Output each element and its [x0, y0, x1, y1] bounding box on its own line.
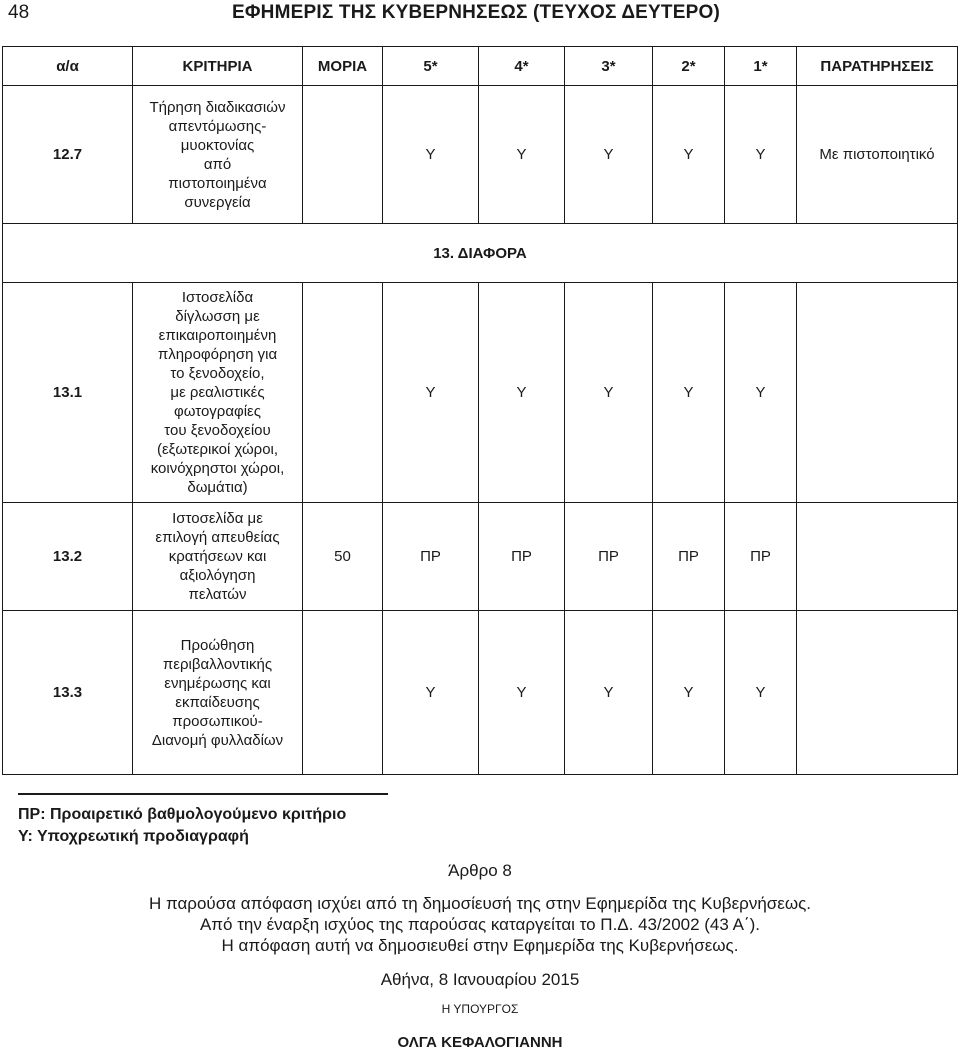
criterion-line: Διανομή φυλλαδίων — [151, 731, 284, 749]
column-header: 5* — [383, 47, 479, 86]
star5-cell: Υ — [383, 611, 479, 775]
section-row — [3, 224, 958, 283]
star5-cell: ΠΡ — [383, 503, 479, 611]
note-mandatory: Υ: Υποχρεωτική προδιαγραφή — [18, 828, 249, 845]
criterion-line: φωτογραφίες — [174, 403, 261, 420]
article-line: Η απόφαση αυτή να δημοσιευθεί στην Εφημερίδα της Κυβερνήσεως. — [221, 936, 739, 955]
criterion-line: αξιολόγηση — [179, 567, 256, 584]
column-header: 3* — [565, 47, 653, 86]
star2-cell: Υ — [653, 611, 725, 775]
criterion-line: κρατήσεων και — [168, 548, 267, 565]
column-header: 2* — [653, 47, 725, 86]
column-header: 1* — [725, 47, 797, 86]
criterion-line: συνεργεία — [184, 193, 251, 211]
criterion-line: ενημέρωσης και — [164, 674, 271, 692]
star3-cell: ΠΡ — [565, 503, 653, 611]
criterion-line: μυοκτονίας — [180, 136, 255, 154]
signature-block — [0, 970, 960, 1051]
signatory-name: ΟΛΓΑ ΚΕΦΑΛΟΓΙΑΝΝΗ — [397, 1034, 563, 1051]
star1-cell: ΠΡ — [725, 503, 797, 611]
article-line: Η παρούσα απόφαση ισχύει από τη δημοσίευσή της στην Εφημερίδα της Κυβερνήσεως. — [148, 894, 812, 913]
criterion-line: πελατών — [188, 586, 247, 603]
column-header: 4* — [479, 47, 565, 86]
column-header: α/α — [3, 47, 133, 86]
star1-cell: Υ — [725, 283, 797, 503]
gazette-title: ΕΦΗΜΕΡΙΣ ΤΗΣ ΚΥΒΕΡΝΗΣΕΩΣ (ΤΕΥΧΟΣ ΔΕΥΤΕΡΟ) — [232, 2, 720, 23]
remarks-cell — [797, 611, 958, 775]
table-header-row — [3, 47, 958, 86]
criterion-cell — [133, 503, 303, 611]
page-header — [0, 0, 960, 30]
criterion-line: από — [203, 155, 232, 173]
star2-cell: Υ — [653, 86, 725, 224]
remarks-cell: Με πιστοποιητικό — [797, 86, 958, 224]
star4-cell: Υ — [479, 611, 565, 775]
table-row — [3, 283, 958, 503]
star3-cell: Υ — [565, 86, 653, 224]
criterion-cell — [133, 86, 303, 224]
star1-cell: Υ — [725, 86, 797, 224]
article-line: Από την έναρξη ισχύος της παρούσας καταργείται το Π.Δ. 43/2002 (43 Α΄). — [199, 915, 761, 934]
star2-cell: ΠΡ — [653, 503, 725, 611]
star4-cell: Υ — [479, 86, 565, 224]
article-block — [0, 860, 960, 956]
criterion-cell — [133, 611, 303, 775]
criterion-line: εκπαίδευσης — [175, 693, 260, 711]
star4-cell: ΠΡ — [479, 503, 565, 611]
criterion-line: Τήρηση διαδικασιών — [149, 98, 286, 116]
star5-cell: Υ — [383, 283, 479, 503]
column-header: ΜΟΡΙΑ — [303, 47, 383, 86]
star3-cell: Υ — [565, 611, 653, 775]
star5-cell: Υ — [383, 86, 479, 224]
page-number: 48 — [8, 2, 30, 23]
criterion-line: Ιστοσελίδα — [181, 289, 254, 306]
criterion-line: περιβαλλοντικής — [162, 655, 273, 673]
row-number: 13.3 — [3, 611, 133, 775]
legend-notes — [18, 793, 388, 848]
article-title: Άρθρο 8 — [448, 861, 512, 880]
star2-cell: Υ — [653, 283, 725, 503]
points-cell: 50 — [303, 503, 383, 611]
star3-cell: Υ — [565, 283, 653, 503]
section-title: 13. ΔΙΑΦΟΡΑ — [3, 224, 958, 283]
criterion-line: Ιστοσελίδα με — [172, 510, 263, 527]
criterion-line: με ρεαλιστικές — [170, 384, 265, 401]
criterion-line: (εξωτερικοί χώροι, — [156, 441, 279, 458]
criterion-line: απεντόμωσης- — [168, 117, 267, 135]
criterion-cell — [133, 283, 303, 503]
points-cell — [303, 86, 383, 224]
criterion-line: προσωπικού- — [172, 712, 263, 730]
criterion-line: επικαιροποιημένη — [158, 327, 277, 344]
criterion-line: κοινόχρηστοι χώροι, — [150, 460, 285, 477]
table-row — [3, 86, 958, 224]
criterion-line: δίγλωσση με — [175, 308, 260, 325]
signatory-role: Η ΥΠΟΥΡΓΟΣ — [441, 1002, 519, 1016]
remarks-cell — [797, 503, 958, 611]
points-cell — [303, 611, 383, 775]
criterion-line: Προώθηση — [180, 636, 255, 654]
star4-cell: Υ — [479, 283, 565, 503]
criterion-line: το ξενοδοχείο, — [170, 365, 265, 382]
column-header: ΚΡΙΤΗΡΙΑ — [133, 47, 303, 86]
criterion-line: πληροφόρηση για — [157, 346, 278, 363]
column-header: ΠΑΡΑΤΗΡΗΣΕΙΣ — [797, 47, 958, 86]
criterion-line: επιλογή απευθείας — [155, 529, 280, 546]
points-cell — [303, 283, 383, 503]
row-number: 13.1 — [3, 283, 133, 503]
note-optional: ΠΡ: Προαιρετικό βαθμολογούμενο κριτήριο — [18, 806, 347, 823]
place-date: Αθήνα, 8 Ιανουαρίου 2015 — [380, 970, 580, 989]
criteria-table — [2, 46, 958, 775]
row-number: 13.2 — [3, 503, 133, 611]
table-row — [3, 503, 958, 611]
star1-cell: Υ — [725, 611, 797, 775]
criterion-line: πιστοποιημένα — [168, 174, 267, 192]
remarks-cell — [797, 283, 958, 503]
table-row — [3, 611, 958, 775]
row-number: 12.7 — [3, 86, 133, 224]
criterion-line: του ξενοδοχείου — [164, 422, 271, 439]
criterion-line: δωμάτια) — [187, 479, 248, 496]
